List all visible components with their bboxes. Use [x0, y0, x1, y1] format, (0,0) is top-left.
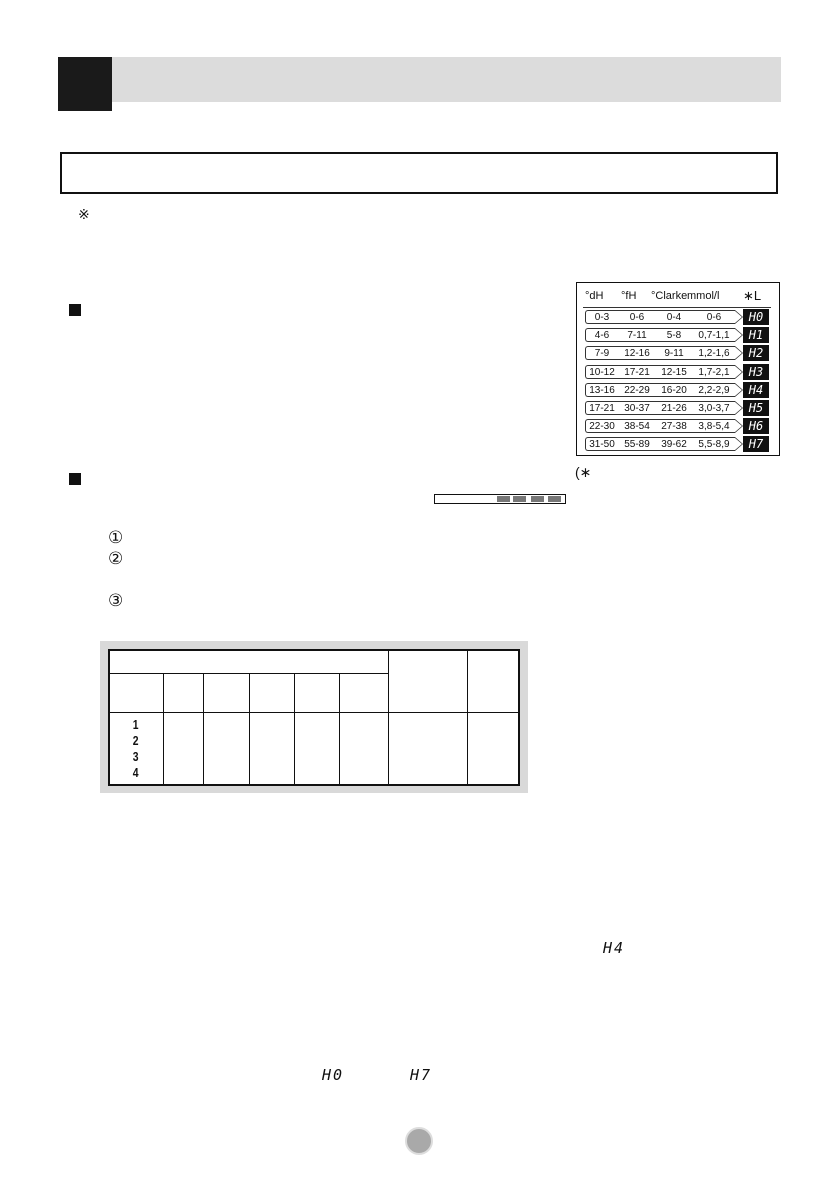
- hardness-row: [585, 328, 735, 342]
- page-number-badge: [405, 1127, 433, 1155]
- hardness-row: [585, 346, 735, 360]
- hardness-cell: 22-29: [624, 384, 650, 396]
- section-header-bar: [112, 57, 781, 102]
- hardness-level-code: H3: [743, 364, 769, 380]
- hardness-row: [585, 365, 735, 379]
- bullet-square-2: [69, 473, 81, 485]
- grid-line: [339, 673, 340, 784]
- hardness-cell: 9-11: [664, 348, 684, 360]
- step-1-marker: ①: [108, 528, 124, 547]
- hardness-cell: 5-8: [666, 330, 682, 342]
- grid-line: [294, 673, 295, 784]
- hardness-level-code: H1: [743, 327, 769, 343]
- hardness-level-indicator: [434, 494, 566, 504]
- hardness-cell: 21-26: [661, 403, 687, 414]
- indicator-segment: [531, 496, 544, 502]
- hardness-cell: 1,7-2,1: [698, 366, 730, 378]
- step-2-marker: ②: [108, 549, 124, 568]
- hardness-cell: 7-11: [627, 330, 647, 342]
- hardness-cell: 12-16: [624, 348, 650, 360]
- hardness-cell: 27-38: [661, 421, 687, 433]
- hardness-cell: 17-21: [589, 403, 615, 414]
- row-number-1: 1: [132, 717, 139, 732]
- grid-line: [467, 651, 468, 784]
- hardness-row: [585, 310, 735, 324]
- hardness-cell: 12-15: [661, 366, 687, 378]
- hardness-row: [585, 437, 735, 451]
- grid-line: [110, 712, 518, 713]
- hardness-level-code: H0: [743, 309, 769, 325]
- hardness-cell: 3,8-5,4: [698, 421, 730, 433]
- hardness-level-code: H7: [743, 436, 769, 452]
- hardness-row: [585, 401, 735, 415]
- row-number-4: 4: [132, 765, 139, 780]
- hardness-cell: 10-12: [589, 366, 615, 378]
- display-code-min: H0: [322, 1066, 345, 1084]
- indicator-segment: [548, 496, 561, 502]
- water-hardness-table: [576, 282, 780, 456]
- header-fh: °fH: [621, 290, 637, 302]
- indicator-segment: [513, 496, 526, 502]
- hardness-cell: 55-89: [624, 439, 650, 451]
- hardness-cell: 0-6: [706, 312, 722, 323]
- hardness-cell: 17-21: [624, 366, 650, 378]
- hardness-cell: 0-3: [594, 312, 610, 323]
- hardness-cell: 16-20: [661, 384, 687, 396]
- hardness-cell: 0-6: [629, 312, 645, 323]
- table-header-divider: [583, 307, 771, 308]
- hardness-cell: 0-4: [666, 312, 682, 323]
- grid-line: [163, 673, 164, 784]
- header-dh: °dH: [585, 290, 604, 302]
- step-3-marker: ③: [108, 591, 124, 610]
- hardness-cell: 3,0-3,7: [698, 403, 730, 414]
- row-number-2: 2: [132, 733, 139, 748]
- hardness-cell: 39-62: [661, 439, 687, 451]
- section-number-block: [58, 57, 112, 111]
- hardness-cell: 38-54: [624, 421, 650, 433]
- hardness-level-code: H2: [743, 345, 769, 361]
- heading-box: [60, 152, 778, 194]
- hardness-cell: 22-30: [589, 421, 615, 433]
- setting-table: [108, 649, 520, 786]
- display-code-max: H7: [410, 1066, 433, 1084]
- footnote-paren: (∗: [575, 464, 592, 480]
- hardness-row: [585, 419, 735, 433]
- display-code-current: H4: [603, 939, 626, 957]
- header-level: ∗L: [743, 288, 762, 303]
- hardness-level-code: H6: [743, 418, 769, 434]
- grid-line: [203, 673, 204, 784]
- row-number-3: 3: [132, 749, 139, 764]
- hardness-cell: 4-6: [594, 330, 610, 342]
- hardness-cell: 7-9: [594, 348, 610, 360]
- note-mark: ※: [78, 206, 90, 222]
- grid-line: [249, 673, 250, 784]
- indicator-segment: [497, 496, 510, 502]
- header-mmol: mmol/l: [687, 290, 720, 302]
- hardness-cell: 0,7-1,1: [698, 330, 730, 342]
- hardness-cell: 2,2-2,9: [698, 384, 730, 396]
- hardness-cell: 31-50: [589, 439, 615, 451]
- hardness-cell: 1,2-1,6: [698, 348, 730, 360]
- hardness-level-code: H4: [743, 382, 769, 398]
- bullet-square-1: [69, 304, 81, 316]
- hardness-row: [585, 383, 735, 397]
- hardness-cell: 5,5-8,9: [698, 439, 730, 451]
- hardness-level-code: H5: [743, 400, 769, 416]
- hardness-cell: 13-16: [589, 384, 615, 396]
- header-clarke: °Clarke: [651, 290, 688, 302]
- grid-line: [388, 651, 389, 784]
- hardness-cell: 30-37: [624, 403, 650, 414]
